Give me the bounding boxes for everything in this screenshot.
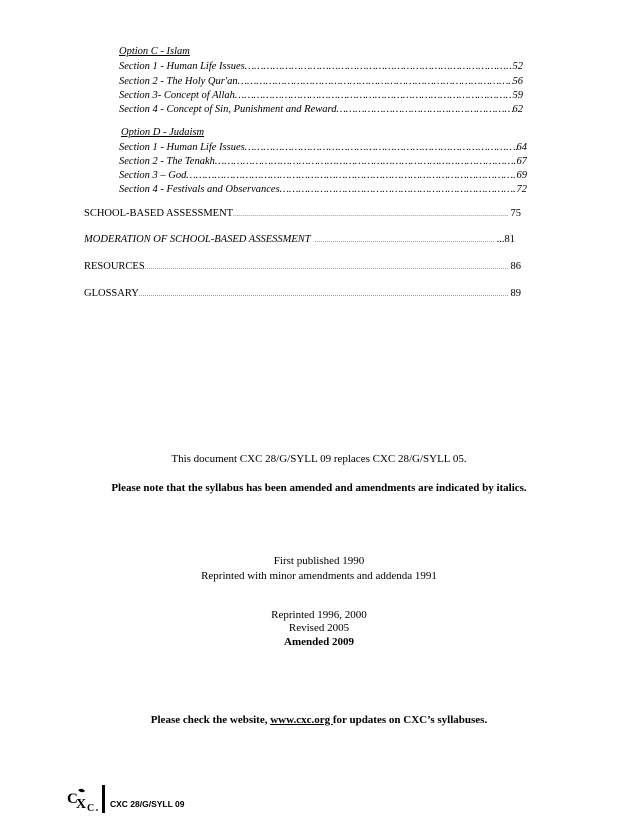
leader-dots bbox=[139, 292, 508, 298]
svg-text:X: X bbox=[76, 797, 87, 812]
toc-item-label: Section 2 - The Holy Qur'an bbox=[119, 76, 238, 87]
toc-item-label: Section 4 - Festivals and Observances bbox=[119, 184, 280, 195]
leader-dots bbox=[235, 90, 513, 101]
revised: Revised 2005 bbox=[288, 622, 350, 634]
replaces-statement: This document CXC 28/G/SYLL 09 replaces CXC 28/G/SYLL 05. bbox=[171, 453, 467, 465]
toc-item[interactable] bbox=[119, 156, 527, 167]
toc-item[interactable] bbox=[119, 170, 527, 181]
svg-text:C: C bbox=[67, 791, 78, 807]
leader-dots bbox=[145, 265, 508, 271]
reprinted: Reprinted 1996, 2000 bbox=[271, 609, 367, 621]
toc-item-label: Section 1 - Human Life Issues bbox=[119, 142, 245, 153]
website-link[interactable]: www.cxc.org bbox=[270, 714, 333, 726]
website-note-prefix: Please check the website, bbox=[150, 714, 271, 726]
reprinted-minor: Reprinted with minor amendments and addenda 1991 bbox=[201, 570, 437, 582]
leader-dots bbox=[336, 104, 512, 115]
toc-entry-page: 86 bbox=[510, 261, 521, 272]
leader-dots bbox=[315, 238, 494, 244]
toc-item-label: Section 3 – God bbox=[119, 170, 187, 181]
toc-item[interactable] bbox=[119, 90, 523, 101]
toc-item-label: Section 3- Concept of Allah bbox=[119, 90, 235, 101]
toc-item[interactable] bbox=[119, 142, 527, 153]
toc-item-page: 52 bbox=[512, 61, 523, 72]
toc-item[interactable] bbox=[119, 104, 523, 115]
toc-item-label: Section 4 - Concept of Sin, Punishment and Reward bbox=[119, 104, 337, 115]
toc-item[interactable] bbox=[119, 184, 527, 195]
website-note bbox=[0, 714, 638, 726]
toc-entry-school-based-assessment[interactable] bbox=[84, 208, 521, 219]
svg-text:C: C bbox=[87, 803, 95, 812]
toc-item-page: 67 bbox=[516, 156, 527, 167]
amended: Amended 2009 bbox=[284, 636, 354, 648]
toc-entry-glossary[interactable] bbox=[84, 288, 521, 299]
toc-entry-label: GLOSSARY bbox=[84, 288, 139, 299]
toc-item-page: 62 bbox=[512, 104, 523, 115]
leader-dots bbox=[245, 142, 517, 153]
toc-entry-label: SCHOOL-BASED ASSESSMENT bbox=[84, 208, 234, 219]
option-d-heading: Option D - Judaism bbox=[121, 127, 205, 138]
toc-entry-label: MODERATION OF SCHOOL-BASED ASSESSMENT bbox=[84, 234, 311, 245]
toc-entry-moderation[interactable] bbox=[84, 234, 515, 245]
leader-dots bbox=[233, 212, 507, 218]
option-c-heading: Option C - Islam bbox=[119, 46, 190, 57]
website-note-suffix: for updates on CXC’s syllabuses. bbox=[332, 714, 488, 726]
footer-divider bbox=[102, 785, 105, 813]
leader-dots bbox=[186, 170, 516, 181]
toc-entry-resources[interactable] bbox=[84, 261, 521, 272]
amendment-note: Please note that the syllabus has been amended and amendments are indicated by italics. bbox=[111, 482, 527, 494]
leader-dots bbox=[215, 156, 517, 167]
cxc-logo-icon bbox=[66, 786, 100, 812]
footer-document-code: CXC 28/G/SYLL 09 bbox=[110, 799, 185, 809]
toc-item-page: 64 bbox=[516, 142, 527, 153]
toc-item[interactable] bbox=[119, 76, 523, 87]
toc-entry-page: ...81 bbox=[496, 234, 515, 245]
toc-item-label: Section 1 - Human Life Issues bbox=[119, 61, 245, 72]
toc-item-page: 72 bbox=[516, 184, 527, 195]
toc-item[interactable] bbox=[119, 61, 523, 72]
leader-dots bbox=[280, 184, 517, 195]
toc-entry-page: 75 bbox=[510, 208, 521, 219]
toc-item-page: 56 bbox=[512, 76, 523, 87]
leader-dots bbox=[245, 61, 513, 72]
toc-entry-page: 89 bbox=[510, 288, 521, 299]
leader-dots bbox=[238, 76, 513, 87]
toc-entry-label: RESOURCES bbox=[84, 261, 145, 272]
toc-item-page: 69 bbox=[516, 170, 527, 181]
toc-item-label: Section 2 - The Tenakh bbox=[119, 156, 215, 167]
toc-item-page: 59 bbox=[512, 90, 523, 101]
first-published: First published 1990 bbox=[273, 555, 365, 567]
